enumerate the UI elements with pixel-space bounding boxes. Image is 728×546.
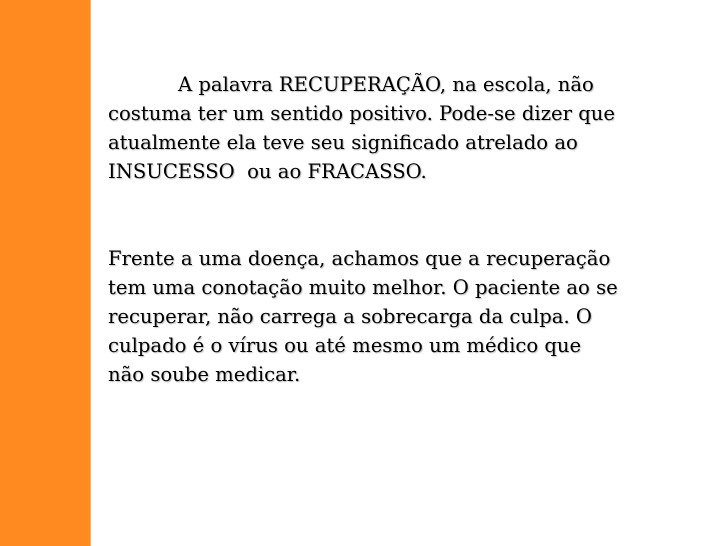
side-bar-divider [90, 0, 91, 546]
slide-body [108, 70, 668, 389]
paragraph1-line: atualmente ela teve seu significado atrelado ao [108, 131, 578, 154]
paragraph2-line: não soube medicar. [108, 363, 301, 386]
paragraph1-line: costuma ter um sentido positivo. Pode-se dizer que [108, 102, 615, 125]
paragraph-recuperacao-escola [108, 70, 668, 186]
paragraph2-line: Frente a uma doença, achamos que a recuperação [108, 247, 611, 270]
orange-side-bar [0, 0, 90, 546]
paragraph2-line: tem uma conotação muito melhor. O paciente ao se [108, 276, 618, 299]
paragraph1-line: A palavra RECUPERAÇÃO, na escola, não [178, 73, 594, 96]
paragraph2-line: culpado é o vírus ou até mesmo um médico que [108, 334, 582, 357]
paragraph2-line: recuperar, não carrega a sobrecarga da culpa. O [108, 305, 592, 328]
paragraph-recuperacao-doenca [108, 244, 668, 389]
paragraph1-line: INSUCESSO ou ao FRACASSO. [108, 160, 427, 183]
paragraph-gap [108, 186, 668, 244]
